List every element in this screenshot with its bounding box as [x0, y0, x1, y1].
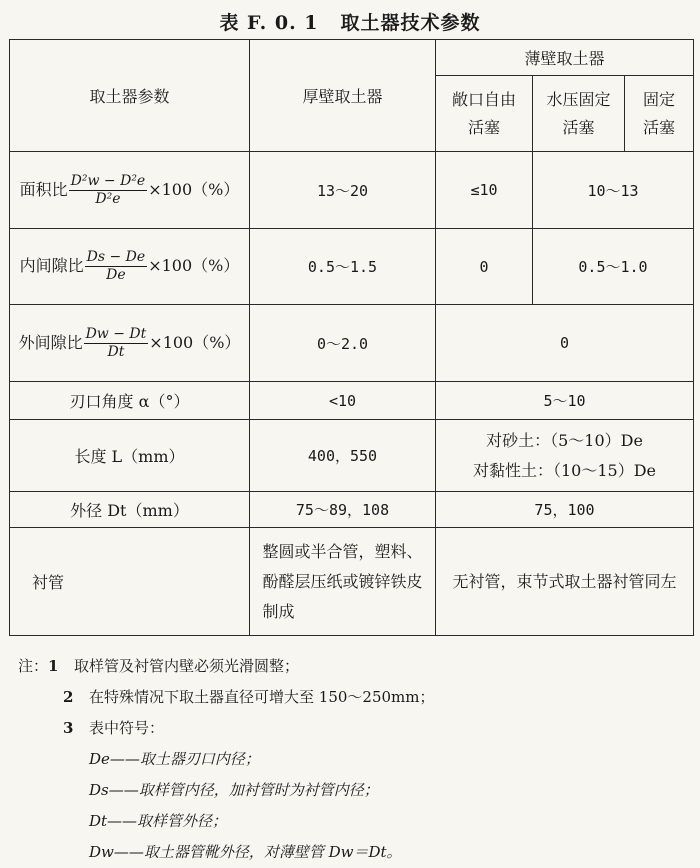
row-area-rest: 10～13: [533, 152, 694, 229]
row-diameter-label: 外径 Dt（mm）: [10, 492, 250, 528]
row-area-thick: 13～20: [250, 152, 436, 229]
row-inner-rest: 0.5～1.0: [533, 229, 694, 305]
row-angle-thin: 5～10: [436, 382, 694, 420]
row-angle-thick: <10: [250, 382, 436, 420]
row-inner-label: 内间隙比 $\frac{Ds - De}{De}$ ×100（%）: [10, 229, 250, 305]
table-number: 表 F. 0. 1: [219, 12, 319, 34]
row-outer-thin: 0: [436, 305, 694, 382]
row-lining-thin: 无衬管，束节式取土器衬管同左: [436, 528, 694, 636]
row-length-label: 长度 L（mm）: [10, 420, 250, 492]
symbol-ds: Ds——取样管内径，加衬管时为衬管内径；: [89, 781, 379, 799]
row-length-thin: 对砂土：（5～10）De 对黏性土：（10～15）De: [436, 420, 694, 492]
header-thin-open: 敞口自由活塞: [436, 76, 533, 152]
row-length-thick: 400，550: [250, 420, 436, 492]
table-title: [0, 8, 700, 35]
row-outer-thick: 0～2.0: [250, 305, 436, 382]
row-area-label: 面积比 $\frac{\text{D²w − D²e}}{\text{D²e}}$ ×100（%）: [10, 152, 250, 229]
header-thin-fixed: 固定活塞: [625, 76, 694, 152]
symbol-de: De——取土器刃口内径；: [89, 750, 260, 768]
area-denominator: D²e: [95, 190, 121, 207]
row-diameter-thick: 75～89，108: [250, 492, 436, 528]
row-outer-label: 外间隙比 $\frac{Dw - Dt}{Dt}$ ×100（%）: [10, 305, 250, 382]
header-thin-hydro: 水压固定活塞: [533, 76, 625, 152]
sampler-parameter-table: [9, 39, 694, 636]
row-inner-open: 0: [436, 229, 533, 305]
header-thin: 薄壁取土器: [436, 40, 694, 76]
row-lining-label: 衬管: [10, 528, 250, 636]
table-title-text: 取土器技术参数: [340, 12, 481, 34]
table-notes: 注：1 取样管及衬管内壁必须光滑圆整； 2 在特殊情况下取土器直径可增大至 150～250mm； 3 表中符号： De——取土器刃口内径； Ds——取样管内径，加衬管时为衬管内径； Dt——取样管外径； Dw——取土器管靴外径，对薄壁管 Dw＝Dt。: [18, 651, 434, 868]
header-param: 取土器参数: [10, 40, 250, 152]
header-thick: 厚壁取土器: [250, 40, 436, 152]
row-diameter-thin: 75，100: [436, 492, 694, 528]
symbol-dw: Dw——取土器管靴外径，对薄壁管 Dw＝Dt。: [89, 843, 402, 861]
row-area-open: ≤10: [436, 152, 533, 229]
symbol-dt: Dt——取样管外径；: [89, 812, 228, 830]
area-numerator: D²w − D²e: [70, 172, 146, 189]
row-angle-label: 刃口角度 α（°）: [10, 382, 250, 420]
row-inner-thick: 0.5～1.5: [250, 229, 436, 305]
row-lining-thick: 整圆或半合管，塑料、酚醛层压纸或镀锌铁皮制成: [250, 528, 436, 636]
